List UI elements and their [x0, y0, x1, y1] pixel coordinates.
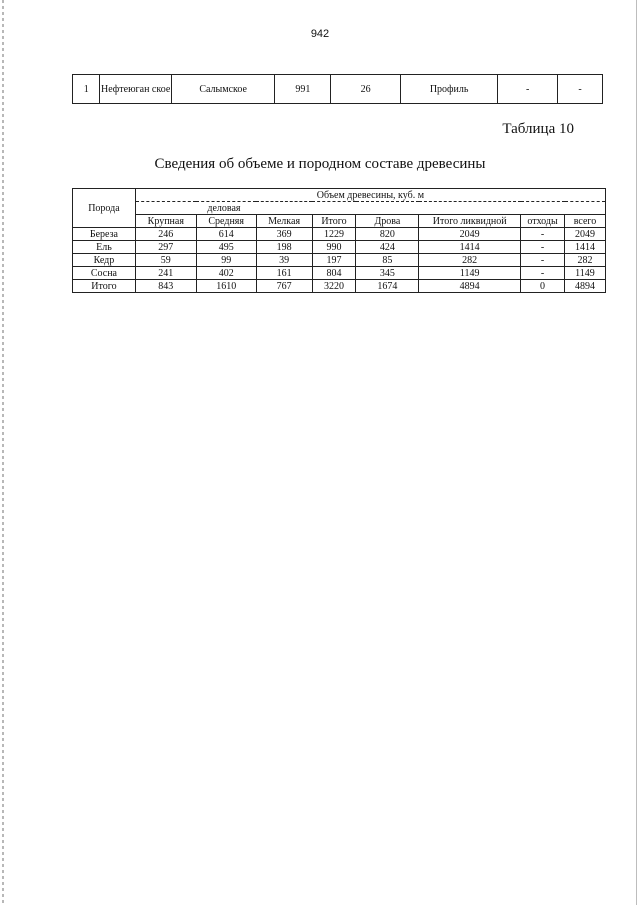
value-cell: 85: [356, 254, 419, 267]
value-cell: 2049: [419, 228, 521, 241]
table-row: [73, 241, 606, 254]
previous-table-fragment: [72, 74, 603, 104]
value-cell: 614: [196, 228, 256, 241]
value-cell: 1229: [312, 228, 356, 241]
subheader-cell: Крупная: [135, 215, 196, 228]
value-cell: 369: [256, 228, 312, 241]
value-cell: 843: [135, 280, 196, 293]
header-business: деловая: [135, 202, 312, 215]
table-row: [73, 75, 603, 104]
value-cell: 495: [196, 241, 256, 254]
value-cell: -: [521, 241, 565, 254]
header-blank: [312, 202, 605, 215]
scan-edge-right: [636, 0, 637, 905]
table-row: [73, 254, 606, 267]
scan-edge-left: [2, 0, 4, 905]
value-cell: 4894: [419, 280, 521, 293]
breed-cell: Кедр: [73, 254, 136, 267]
section-heading: Сведения об объеме и породном составе древесины: [154, 156, 486, 172]
value-cell: 241: [135, 267, 196, 280]
value-cell: 197: [312, 254, 356, 267]
value-cell: 1149: [419, 267, 521, 280]
value-cell: 3220: [312, 280, 356, 293]
subheader-cell: Средняя: [196, 215, 256, 228]
value-cell: 282: [565, 254, 606, 267]
value-cell: 297: [135, 241, 196, 254]
value-cell: 1414: [565, 241, 606, 254]
breed-cell: Сосна: [73, 267, 136, 280]
table-cell: 991: [275, 75, 331, 104]
value-cell: 1610: [196, 280, 256, 293]
value-cell: 4894: [565, 280, 606, 293]
value-cell: 39: [256, 254, 312, 267]
breed-cell: Ель: [73, 241, 136, 254]
breed-cell: Береза: [73, 228, 136, 241]
table-header-row: [73, 202, 606, 215]
table-cell: -: [557, 75, 602, 104]
table-body: [73, 228, 606, 293]
value-cell: 767: [256, 280, 312, 293]
value-cell: 804: [312, 267, 356, 280]
page-number: 942: [310, 28, 330, 40]
value-cell: 246: [135, 228, 196, 241]
value-cell: 99: [196, 254, 256, 267]
table-cell: 1: [73, 75, 100, 104]
subheader-cell: Итого: [312, 215, 356, 228]
value-cell: 402: [196, 267, 256, 280]
value-cell: 1414: [419, 241, 521, 254]
value-cell: 990: [312, 241, 356, 254]
table-cell: 26: [331, 75, 400, 104]
header-volume: Объем древесины, куб. м: [135, 189, 605, 202]
value-cell: 0: [521, 280, 565, 293]
table-header-row: [73, 189, 606, 202]
value-cell: 424: [356, 241, 419, 254]
wood-volume-table: [72, 188, 606, 293]
subheader-cell: отходы: [521, 215, 565, 228]
table-cell: Салымское: [171, 75, 275, 104]
value-cell: 820: [356, 228, 419, 241]
value-cell: 1149: [565, 267, 606, 280]
table-header-row: [73, 215, 606, 228]
subheader-cell: Мелкая: [256, 215, 312, 228]
breed-cell: Итого: [73, 280, 136, 293]
table-row: [73, 228, 606, 241]
value-cell: -: [521, 228, 565, 241]
table-row: [73, 267, 606, 280]
value-cell: 2049: [565, 228, 606, 241]
value-cell: 161: [256, 267, 312, 280]
subheader-cell: всего: [565, 215, 606, 228]
subheader-cell: Дрова: [356, 215, 419, 228]
table-cell: -: [498, 75, 558, 104]
header-breed: Порода: [73, 189, 136, 228]
value-cell: -: [521, 267, 565, 280]
table-label: Таблица 10: [502, 121, 574, 137]
table-cell: Нефтеюган ское: [100, 75, 171, 104]
value-cell: 345: [356, 267, 419, 280]
value-cell: 282: [419, 254, 521, 267]
value-cell: -: [521, 254, 565, 267]
subheader-cell: Итого ликвидной: [419, 215, 521, 228]
table-row: [73, 280, 606, 293]
value-cell: 1674: [356, 280, 419, 293]
value-cell: 59: [135, 254, 196, 267]
table-cell: Профиль: [400, 75, 498, 104]
value-cell: 198: [256, 241, 312, 254]
